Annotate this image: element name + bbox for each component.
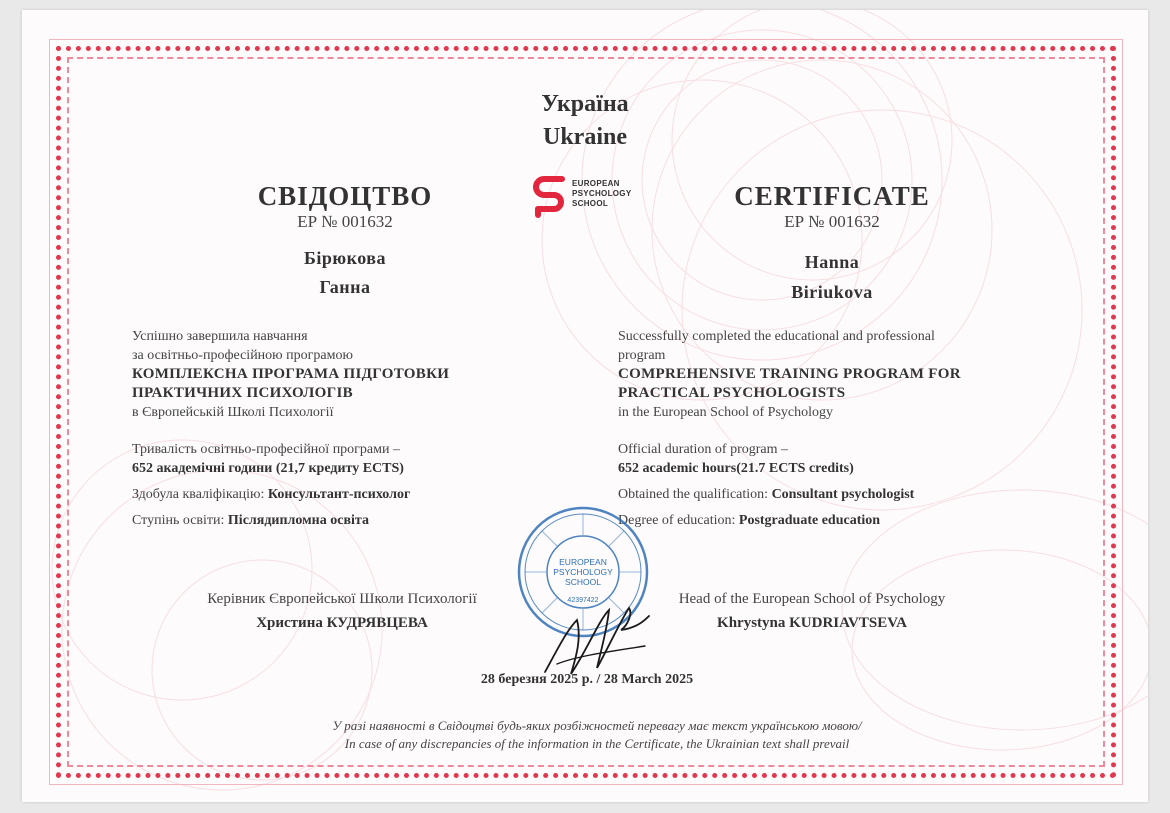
country-name-en: Ukraine bbox=[543, 124, 627, 150]
program-title-line2-en: PRACTICAL PSYCHOLOGISTS bbox=[618, 385, 846, 401]
certificate-sheet bbox=[22, 10, 1148, 802]
seal-text-line3: SCHOOL bbox=[565, 577, 601, 587]
head-name-uk: Христина КУДРЯВЦЕВА bbox=[256, 615, 428, 631]
footer-note-uk: У разі наявності в Свідоцтві будь-яких розбіжностей перевагу має текст українською мовою/ bbox=[332, 718, 862, 733]
degree-row-en bbox=[618, 511, 1048, 530]
seal-code: 42397422 bbox=[567, 597, 599, 604]
details-block-uk bbox=[132, 440, 552, 530]
issue-date: 28 березня 2025 р. / 28 March 2025 bbox=[480, 672, 694, 687]
duration-label-en: Official duration of program – bbox=[618, 442, 789, 457]
holder-given-name-uk: Ганна bbox=[319, 277, 371, 297]
degree-value-en: Postgraduate education bbox=[738, 513, 881, 528]
completed-line2-en: program bbox=[618, 348, 666, 363]
program-title-line2-uk: ПРАКТИЧНИХ ПСИХОЛОГІВ bbox=[132, 385, 353, 401]
holder-surname-en: Biriukova bbox=[791, 282, 873, 302]
degree-row-uk bbox=[132, 511, 552, 530]
certificate-title-en: CERTIFICATE bbox=[734, 181, 930, 211]
program-title-line1-uk: КОМПЛЕКСНА ПРОГРАМА ПІДГОТОВКИ bbox=[132, 366, 450, 382]
head-signature bbox=[537, 590, 657, 680]
degree-value-uk: Післядипломна освіта bbox=[227, 513, 369, 528]
completed-line1-en: Successfully completed the educational and professional bbox=[618, 329, 935, 344]
certificate-title-uk: СВІДОЦТВО bbox=[257, 181, 433, 211]
completed-line1-uk: Успішно завершила навчання bbox=[132, 329, 308, 344]
school-line-en: in the European School of Psychology bbox=[618, 405, 834, 420]
logo-text-line2: PSYCHOLOGY bbox=[572, 189, 632, 198]
school-logo bbox=[532, 173, 652, 219]
details-block-en bbox=[618, 440, 1048, 530]
certificate-number-en: ЕР № 001632 bbox=[784, 212, 880, 231]
duration-value-en: 652 academic hours(21.7 ECTS credits) bbox=[618, 461, 854, 476]
duration-label-uk: Тривалість освітньо-професійної програми – bbox=[132, 442, 400, 457]
qualification-row-en bbox=[618, 485, 1048, 504]
degree-label-en: Degree of education: bbox=[618, 513, 739, 528]
country-name-uk: Україна bbox=[541, 91, 629, 117]
holder-given-name-en: Hanna bbox=[804, 252, 860, 272]
program-block-en bbox=[618, 327, 1048, 422]
logo-text-line1: EUROPEAN bbox=[572, 179, 620, 188]
head-title-en: Head of the European School of Psychology bbox=[678, 591, 946, 607]
school-line-uk: в Європейській Школі Психології bbox=[132, 405, 334, 420]
head-name-en: Khrystyna KUDRIAVTSEVA bbox=[717, 615, 907, 631]
program-title-line1-en: COMPREHENSIVE TRAINING PROGRAM FOR bbox=[618, 366, 961, 382]
seal-text-line1: EUROPEAN bbox=[559, 557, 607, 567]
footer-note-en: In case of any discrepancies of the information in the Certificate, the Ukrainian text shall prevail bbox=[344, 736, 850, 751]
eps-logo-icon bbox=[532, 173, 568, 219]
logo-text-line3: SCHOOL bbox=[572, 199, 609, 208]
qualification-label-uk: Здобула кваліфікацію: bbox=[132, 487, 268, 502]
qualification-row-uk bbox=[132, 485, 552, 504]
head-title-uk: Керівник Європейської Школи Психології bbox=[207, 591, 477, 607]
qualification-value-uk: Консультант-психолог bbox=[267, 487, 411, 502]
holder-surname-uk: Бірюкова bbox=[303, 248, 387, 268]
qualification-label-en: Obtained the qualification: bbox=[618, 487, 772, 502]
certificate-number-uk: ЕР № 001632 bbox=[297, 212, 393, 231]
completed-line2-uk: за освітньо-професійною програмою bbox=[132, 348, 353, 363]
duration-value-uk: 652 академічні години (21,7 кредиту ECTS) bbox=[132, 461, 404, 476]
qualification-value-en: Consultant psychologist bbox=[771, 487, 915, 502]
degree-label-uk: Ступінь освіти: bbox=[132, 513, 228, 528]
seal-text-line2: PSYCHOLOGY bbox=[553, 567, 613, 577]
program-block-uk bbox=[132, 327, 552, 422]
